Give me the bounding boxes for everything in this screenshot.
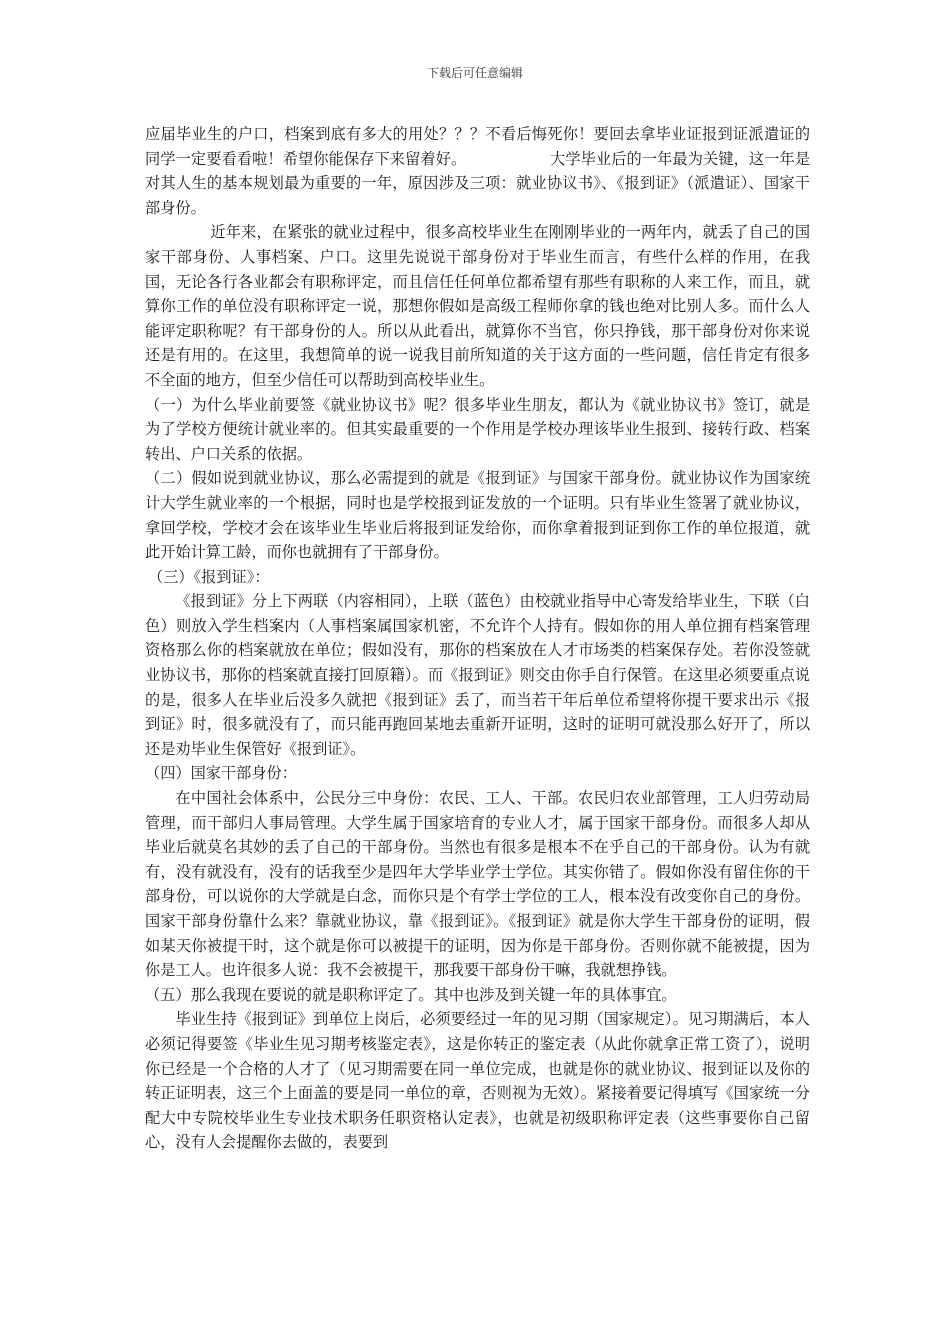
paragraph-section-4: 在中国社会体系中，公民分三中身份：农民、工人、干部。农民归农业部管理，工人归劳动局管理，而干部归人事局管理。大学生属于国家培育的专业人才，属于国家干部身份。而很多人却从毕业后就莫名其妙的丢了自己的干部身份。当然也有很多是根本不在乎自己的干部身份。认为有就有，没有就没有，没有的话我至少是四年大学毕业学士学位。其实你错了。假如你没有留住你的干部身份，可以说你的大学就是白念，而你只是个有学士学位的工人，根本没有改变你自己的身份。国家干部身份靠什么来？靠就业协议，靠《报到证》。《报到证》就是你大学生干部身份的证明，假如某天你被提干时，这个就是你可以被提干的证明，因为你是干部身份。否则你就不能被提，因为你是工人。也许很多人说：我不会被提干，那我要干部身份干嘛，我就想挣钱。 <box>145 789 810 980</box>
intro-text-part-1: 应届毕业生的户口，档案到底有多大的用处？？？不看后悔死你！要回去拿毕业证报到证派遣证的同学一定要看看啦！希望你能保存下来留着好。 <box>145 125 810 168</box>
paragraph-section-3: 《报到证》分上下两联（内容相同），上联（蓝色）由校就业指导中心寄发给毕业生，下联（白色）则放入学生档案内（人事档案属国家机密，不允许个人持有。假如你的用人单位拥有档案管理资格那么你的档案就放在单位；假如没有，那你的档案放在人才市场类的档案保存处。若你没签就业协议书，那你的档案就直接打回原籍）。而《报到证》则交由你手自行保管。在这里必须要重点说的是，很多人在毕业后没多久就把《报到证》丢了，而当若干年后单位希望将你提干要求出示《报到证》时，很多就没有了，而只能再跑回某地去重新开证明，这时的证明可就没那么好开了，所以还是劝毕业生保管好《报到证》。 <box>145 592 810 758</box>
paragraph-section-5: （五）那么我现在要说的就是职称评定了。其中也涉及到关键一年的具体事宜。 <box>145 985 677 1004</box>
paragraph-probation: 毕业生持《报到证》到单位上岗后，必须要经过一年的见习期（国家规定）。见习期满后，本人必须记得要签《毕业生见习期考核鉴定表》，这是你转正的鉴定表（从此你就拿正常工资了），说明你已经是一个合格的人才了（见习期需要在同一单位完成，也就是你的就业协议、报到证以及你的转正证明表，这三个上面盖的要是同一单位的章，否则视为无效）。紧接着要记得填写《国家统一分配大中专院校毕业生专业技术职务任职资格认定表》，也就是初级职称评定表（这些事要你自己留心，没有人会提醒你去做的，表要到 <box>145 1010 810 1152</box>
intro-text-part-2: 大学毕业后的一年最为关键，这一年是对其人生的基本规划最为重要的一年，原因涉及三项：就业协议书》、《报到证》（派遣证）、国家干部身份。 <box>145 149 811 217</box>
paragraph-section-2: （二）假如说到就业协议，那么必需提到的就是《报到证》与国家干部身份。就业协议作为国家统计大学生就业率的一个根据，同时也是学校报到证发放的一个证明。只有毕业生签署了就业协议，拿回学校，学校才会在该毕业生毕业后将报到证发给你，而你拿着报到证到你工作的单位报道，就此开始计算工龄，而你也就拥有了干部身份。 <box>145 469 810 562</box>
document-body <box>145 122 810 1155</box>
paragraph-intro <box>145 122 810 220</box>
page-header: 下载后可任意编辑 <box>426 66 523 80</box>
heading-section-3: （三）《报到证》： <box>148 567 270 586</box>
paragraph-background: 近年来，在紧张的就业过程中，很多高校毕业生在刚刚毕业的一两年内，就丢了自己的国家干部身份、人事档案、户口。这里先说说干部身份对于毕业生而言，有些什么样的作用，在我国，无论各行各业都会有职称评定，而且信任任何单位都希望有那些有职称的人来工作，而且，就算你工作的单位没有职称评定一说，那想你假如是高级工程师你拿的钱也绝对比别人多。而什么人能评定职称呢？有干部身份的人。所以从此看出，就算你不当官，你只挣钱，那干部身份对你来说还是有用的。在这里，我想简单的说一说我目前所知道的关于这方面的一些问题，信任肯定有很多不全面的地方，但至少信任可以帮助到高校毕业生。 <box>145 223 810 389</box>
paragraph-section-1: （一）为什么毕业前要签《就业协议书》呢？很多毕业生朋友，都认为《就业协议书》签订，就是为了学校方便统计就业率的。但其实最重要的一个作用是学校办理该毕业生报到、接转行政、档案转出、户口关系的依据。 <box>145 395 810 463</box>
heading-section-4: （四）国家干部身份： <box>145 764 297 783</box>
